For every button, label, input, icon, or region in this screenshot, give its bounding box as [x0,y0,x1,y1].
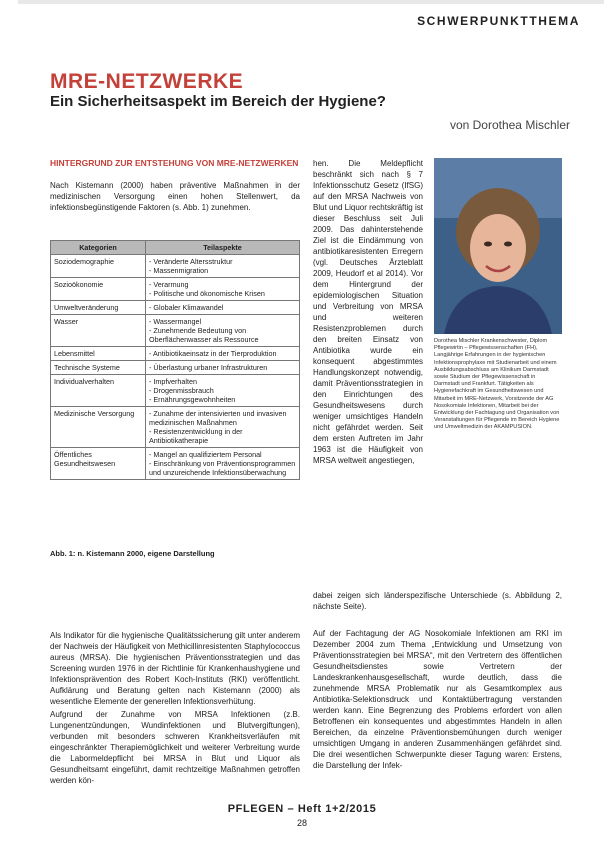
table-header-aspects: Teilaspekte [146,241,300,255]
figure-caption: Abb. 1: n. Kistemann 2000, eigene Darstellung [50,549,215,558]
table-cell-aspects: - Veränderte Altersstruktur - Massenmigration [146,255,300,278]
table-cell-aspects: - Zunahme der intensivierten und invasiven medizinischen Maßnahmen - Resistenzentwicklung in der Antibiotikatherapie [146,407,300,448]
article-title: MRE-NETZWERKE [50,70,244,93]
table-cell-category: Öffentliches Gesundheitswesen [51,448,146,480]
table-row [51,315,300,347]
factors-table [50,240,300,480]
table-cell-aspects: - Mangel an qualifiziertem Personal - Einschränkung von Präventionsprogrammen und unzureichende Infektionsüberwachung [146,448,300,480]
table-cell-category: Soziodemographie [51,255,146,278]
table-row [51,407,300,448]
journal-footer: PFLEGEN – Heft 1+2/2015 [227,803,377,815]
article-author: von Dorothea Mischler [449,118,570,132]
section-heading: HINTERGRUND ZUR ENTSTEHUNG VON MRE-NETZWERKEN [50,158,299,168]
table-row [51,375,300,407]
table-row [51,347,300,361]
table-row [51,278,300,301]
right-bottom-text: Auf der Fachtagung der AG Nosokomiale Infektionen am RKI im Dezember 2004 zum Thema „Entwicklung und Umsetzung von Präventionsstrategien bei MRSA“, mit den Vertretern des öffentlichen Gesundheitsdienstes sowie Vertretern der Landeskrankenhausgesellschaft, wurde deutlich, dass die zunehmende MRSA Problematik nur als Gesamtkomplex aus Antibiotika-Selektionsdruck und Kontaktübertragung verstanden werden kann. Eine Begrenzung des Problems erfordert von allen Betroffenen ein konsequentes und abgestimmtes Handeln in allen Bereichen, da einzelne Präventionsbemühungen durch weniger umsichtigen Umgang in anderen Zusammenhängen gefährdet sind. Die drei wesentlichen Schwerpunkte dieser Tagung waren: Erstens, die Darstellung der Infek- [313,629,562,770]
author-photo [434,158,562,334]
table-cell-aspects: - Verarmung - Politische und ökonomische Krisen [146,278,300,301]
table-row [51,448,300,480]
middle-column-text: hen. Die Meldepflicht beschränkt sich nach § 7 Infektionsschutz Gesetz (IfSG) auf den MRSA Nachweis von Blut und Liquor rechtskräftig ist dieser Beschluss seit Juli 2009. Das dahinterstehende Ziel ist die Eindämmung von antibiotikaresistenten Erregern (vgl. Deutsches Ärzteblatt 2009, Heudorf et al 2014). Vor dem Hintergrund der epidemiologischen Situation und Verbreitung von MRSA und weiteren Resistenzproblemen durch den breiten Einsatz von Antibiotika wurde ein konsequent abgestimmtes Handlungskonzept notwendig, damit Präventionsstrategien in den Einrichtungen des Gesundheitswesens durch weniger umsichtiges Handeln nicht gefährdet werden. Seit dem ersten Auftreten im Jahr 1963 ist die Häufigkeit von MRSA weltweit angestiegen, [313,159,423,465]
table-header-categories: Kategorien [51,241,146,255]
table-header-row [51,241,300,255]
table-cell-category: Umweltveränderung [51,301,146,315]
table-body [51,255,300,480]
table-row [51,361,300,375]
article-subtitle: Ein Sicherheitsaspekt im Bereich der Hygiene? [50,93,386,110]
photo-caption: Dorothea Mischler Krankenschwester, Diplom Pflegewirtin – Pflegewissenschaften (FH), Langjährige Erfahrungen in der hygienischen Infektionsprophylaxe mit Studienarbeit und einem Ausbildungsabschluss am Klinikum Darmstadt sowie Studium der Pflegewissenschaft in Darmstadt und Frankfurt. Tätigkeiten als Hygienefachkraft im Gesundheitswesen und Mitarbeit im MRE-Netzwerk, Vorsitzende der AG Nosokomiale Infektionen, Mitarbeit bei der Entwicklung der Fachtagung und Organisation von Veranstaltungen für Pflegende im Bereich Hygiene und Umweltmedizin der AKAMPUSION. [434,338,560,431]
section-kicker: SCHWERPUNKTTHEMA [417,14,580,28]
intro-paragraph: Nach Kistemann (2000) haben präventive Maßnahmen in der medizinischen Versorgung einen hohen Stellenwert, da infektionsbegünstigende Faktoren (s. Abb. 1) zunehmen. [50,181,300,212]
paragraph-indicator: Als Indikator für die hygienische Qualitätssicherung gilt unter anderem der Nachweis der Häufigkeit von Methicillinresistenten Staphylococcus aureus (MRSA). Die hygienischen Präventionsstrategien und das Screening wurden 1976 in der Richtlinie für Krankenhaushygiene und Infektionsprävention des Robert Koch-Instituts (RKI) veröffentlicht. Aufklärung und Beratung gelten nach Kistemann (2000) als wesentliche Elemente der generellen Infektionsverhütung. [50,631,300,706]
table-cell-category: Medizinische Versorgung [51,407,146,448]
left-bottom-text [50,630,300,788]
table-cell-aspects: - Impfverhalten - Drogenmissbrauch - Ernährungsgewohnheiten [146,375,300,407]
table-cell-aspects: - Antibiotikaeinsatz in der Tierproduktion [146,347,300,361]
table-cell-aspects: - Überlastung urbaner Infrastrukturen [146,361,300,375]
table-cell-category: Individualverhalten [51,375,146,407]
paragraph-mrsa-increase: Aufgrund der Zunahme von MRSA Infektionen (z.B. Lungenentzündungen, Wundinfektionen und Blutvergiftungen), verbunden mit besonders schweren Krankheitsverläufen mit eingeschränkter Therapiemöglichkeit und weiterer Verbreitung wurde die Labormeldepflicht bei MRSA in Blut und Liquor als Gesundheitsamt eingeführt, damit rechtzeitige Maßnahmen getroffen werden kön- [50,710,300,785]
table-cell-aspects: - Wassermangel - Zunehmende Bedeutung von Oberflächenwasser als Ressource [146,315,300,347]
table-cell-category: Technische Systeme [51,361,146,375]
middle-column-tail: dabei zeigen sich länderspezifische Unterschiede (s. Abbildung 2, nächste Seite). [313,591,562,611]
table-cell-category: Lebensmittel [51,347,146,361]
table-cell-category: Sozioökonomie [51,278,146,301]
header-rule [18,0,604,4]
table-cell-category: Wasser [51,315,146,347]
table-row [51,301,300,315]
page-number: 28 [296,818,307,828]
table-row [51,255,300,278]
table-cell-aspects: - Globaler Klimawandel [146,301,300,315]
